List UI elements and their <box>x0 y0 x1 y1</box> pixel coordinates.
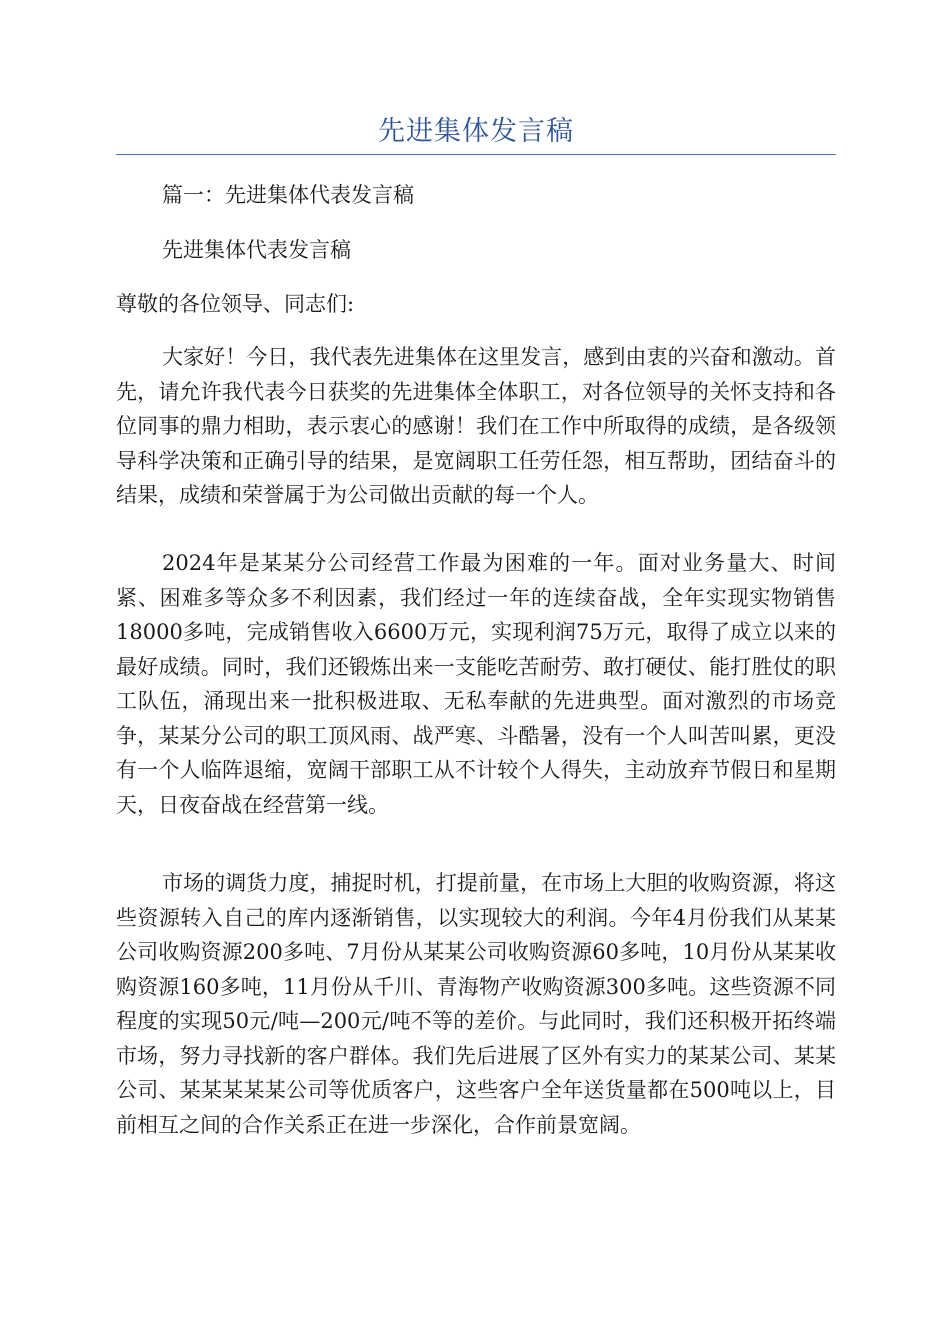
section-heading: 篇一：先进集体代表发言稿 <box>162 183 414 207</box>
salutation: 尊敬的各位领导、同志们: <box>116 292 355 316</box>
paragraph-2: 2024年是某某分公司经营工作最为困难的一年。面对业务量大、时间紧、困难多等众多不利因素，我们经过一年的连续奋战，全年实现实物销售18000多吨，完成销售收入6600万元，实现利润75万元，取得了成立以来的最好成绩。同时，我们还锻炼出来一支能吃苦耐劳、敢打硬仗、能打胜仗的职工队伍，涌现出来一批积极进取、无私奉献的先进典型。面对激烈的市场竞争，某某分公司的职工顶风雨、战严寒、斗酷暑，没有一个人叫苦叫累，更没有一个人临阵退缩，宽阔干部职工从不计较个人得失，主动放弃节假日和星期天，日夜奋战在经营第一线。 <box>116 551 836 817</box>
speech-title: 先进集体代表发言稿 <box>162 238 351 262</box>
paragraph-1: 大家好！今日，我代表先进集体在这里发言，感到由衷的兴奋和激动。首先，请允许我代表今日获奖的先进集体全体职工，对各位领导的关怀支持和各位同事的鼎力相助，表示衷心的感谢！我们在工作中所取得的成绩，是各级领导科学决策和正确引导的结果，是宽阔职工任劳任怨，相互帮助，团结奋斗的结果，成绩和荣誉属于为公司做出贡献的每一个人。 <box>116 345 836 507</box>
title-underline <box>116 154 836 155</box>
paragraph-3: 市场的调货力度，捕捉时机，打提前量，在市场上大胆的收购资源，将这些资源转入自己的库内逐渐销售，以实现较大的利润。今年4月份我们从某某公司收购资源200多吨、7月份从某某公司收购资源60多吨，10月份从某某收购资源160多吨，11月份从千川、青海物产收购资源300多吨。这些资源不同程度的实现50元/吨—200元/吨不等的差价。与此同时，我们还积极开拓终端市场，努力寻找新的客户群体。我们先后进展了区外有实力的某某公司、某某公司、某某某某某公司等优质客户，这些客户全年送货量都在500吨以上，目前相互之间的合作关系正在进一步深化，合作前景宽阔。 <box>116 871 836 1137</box>
document-title: 先进集体发言稿 <box>378 116 574 147</box>
